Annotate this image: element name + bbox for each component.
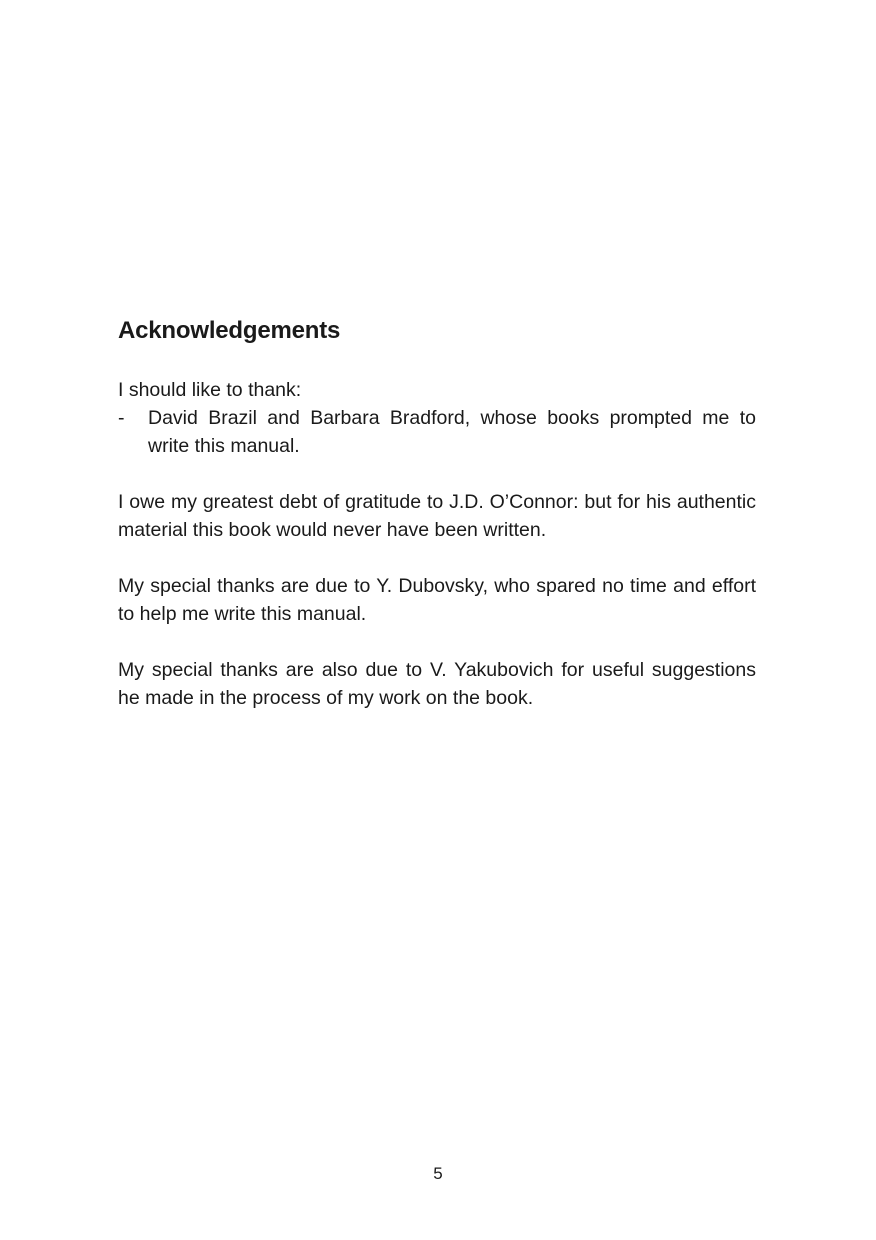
- paragraph-dubovsky: My special thanks are due to Y. Dubovsky, who spared no time and effort to help me write this manual.: [118, 575, 756, 625]
- paragraph-yakubovich: My special thanks are also due to V. Yakubovich for useful suggestions he made in the process of my work on the book.: [118, 659, 756, 709]
- thanks-list: [118, 404, 756, 460]
- list-item-text: David Brazil and Barbara Bradford, whose books prompted me to write this manual.: [148, 407, 756, 457]
- page-content: [118, 313, 756, 712]
- list-item: [118, 404, 756, 460]
- intro-line: I should like to thank:: [118, 379, 302, 401]
- page-number: 5: [433, 1164, 443, 1183]
- page-title: Acknowledgements: [118, 317, 341, 344]
- paragraph-oconnor: I owe my greatest debt of gratitude to J.D. O’Connor: but for his authentic material this book would never have been written.: [118, 491, 756, 541]
- list-marker: -: [118, 407, 125, 429]
